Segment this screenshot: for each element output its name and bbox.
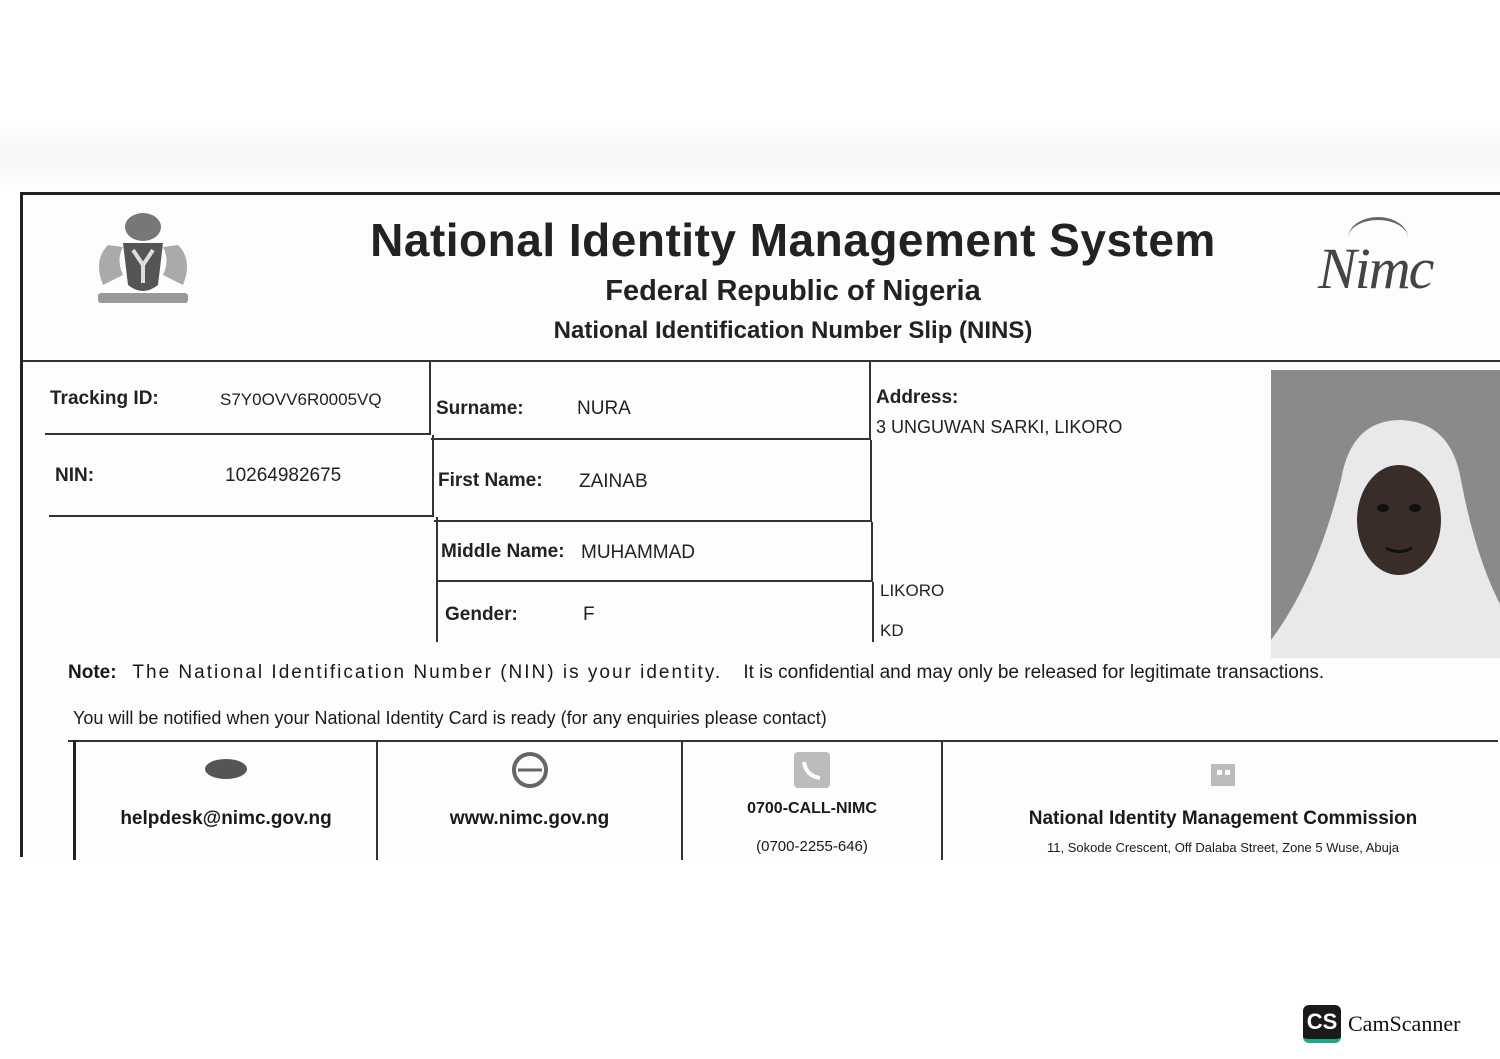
first-name-cell bbox=[434, 440, 872, 522]
holder-photo bbox=[1271, 370, 1500, 658]
surname-label: Surname: bbox=[436, 398, 524, 419]
note-line-2: You will be notified when your National Identity Card is ready (for any enquiries please contact) bbox=[73, 708, 827, 728]
middle-name-cell bbox=[436, 522, 873, 582]
slip-header bbox=[23, 195, 1500, 362]
camscanner-logo-icon: CS bbox=[1303, 1005, 1341, 1043]
logo-swirl-icon bbox=[1348, 217, 1408, 260]
contact-office bbox=[943, 740, 1500, 860]
address-state: KD bbox=[880, 621, 904, 640]
nimc-logo bbox=[1318, 235, 1458, 315]
note-prefix: Note: bbox=[68, 662, 117, 683]
page-title: National Identity Management System bbox=[370, 214, 1216, 266]
contact-phone bbox=[683, 740, 943, 860]
office-name: National Identity Management Commission bbox=[1028, 808, 1418, 829]
page-subtitle: Federal Republic of Nigeria bbox=[605, 275, 981, 307]
note-nin-statement: The National Identification Number (NIN) is your identity. bbox=[132, 662, 723, 683]
nimc-logo-text: Nimc bbox=[1318, 236, 1433, 301]
note-section bbox=[68, 660, 1498, 742]
office-address: 11, Sokode Crescent, Off Dalaba Street, Zone 5 Wuse, Abuja bbox=[1047, 840, 1399, 855]
surname-value: NURA bbox=[577, 398, 631, 419]
building-icon bbox=[1205, 754, 1241, 790]
blank-cell bbox=[53, 517, 438, 642]
phone-icon bbox=[792, 750, 832, 790]
address-cell bbox=[874, 365, 1271, 645]
surname-cell bbox=[431, 360, 871, 440]
address-label: Address: bbox=[876, 387, 959, 408]
tracking-id-label: Tracking ID: bbox=[50, 388, 159, 409]
first-name-value: ZAINAB bbox=[579, 471, 648, 492]
web-browser-icon bbox=[510, 750, 550, 790]
email-icon bbox=[204, 758, 248, 780]
contact-email bbox=[73, 740, 378, 860]
tracking-id-cell bbox=[45, 360, 431, 435]
website-link[interactable]: www.nimc.gov.ng bbox=[449, 808, 610, 829]
gender-value: F bbox=[583, 604, 595, 625]
tracking-id-value: S7Y0OVV6R0005VQ bbox=[220, 390, 382, 409]
gender-label: Gender: bbox=[445, 604, 518, 625]
middle-name-value: MUHAMMAD bbox=[581, 542, 695, 563]
email-link[interactable]: helpdesk@nimc.gov.ng bbox=[120, 808, 332, 829]
gender-cell bbox=[438, 582, 874, 642]
coat-of-arms-icon bbox=[78, 205, 208, 310]
slip-title: National Identification Number Slip (NINS) bbox=[553, 317, 1033, 344]
first-name-label: First Name: bbox=[438, 470, 543, 491]
note-confidential: It is confidential and may only be released for legitimate transactions. bbox=[743, 662, 1325, 683]
address-line1: 3 UNGUWAN SARKI, LIKORO bbox=[876, 417, 1123, 437]
address-town: LIKORO bbox=[880, 581, 945, 600]
camscanner-text: CamScanner bbox=[1348, 1011, 1461, 1036]
middle-name-label: Middle Name: bbox=[441, 541, 565, 562]
note-line-1 bbox=[68, 662, 1324, 684]
scan-shadow bbox=[0, 120, 1500, 190]
nin-label: NIN: bbox=[55, 465, 95, 486]
nin-cell bbox=[49, 435, 434, 517]
camscanner-watermark bbox=[1303, 1004, 1460, 1044]
phone-text: 0700-CALL-NIMC bbox=[747, 800, 877, 817]
nin-value: 10264982675 bbox=[225, 465, 342, 486]
contact-website bbox=[378, 740, 683, 860]
nin-slip bbox=[20, 192, 1500, 857]
phone-numeric: (0700-2255-646) bbox=[756, 838, 868, 855]
